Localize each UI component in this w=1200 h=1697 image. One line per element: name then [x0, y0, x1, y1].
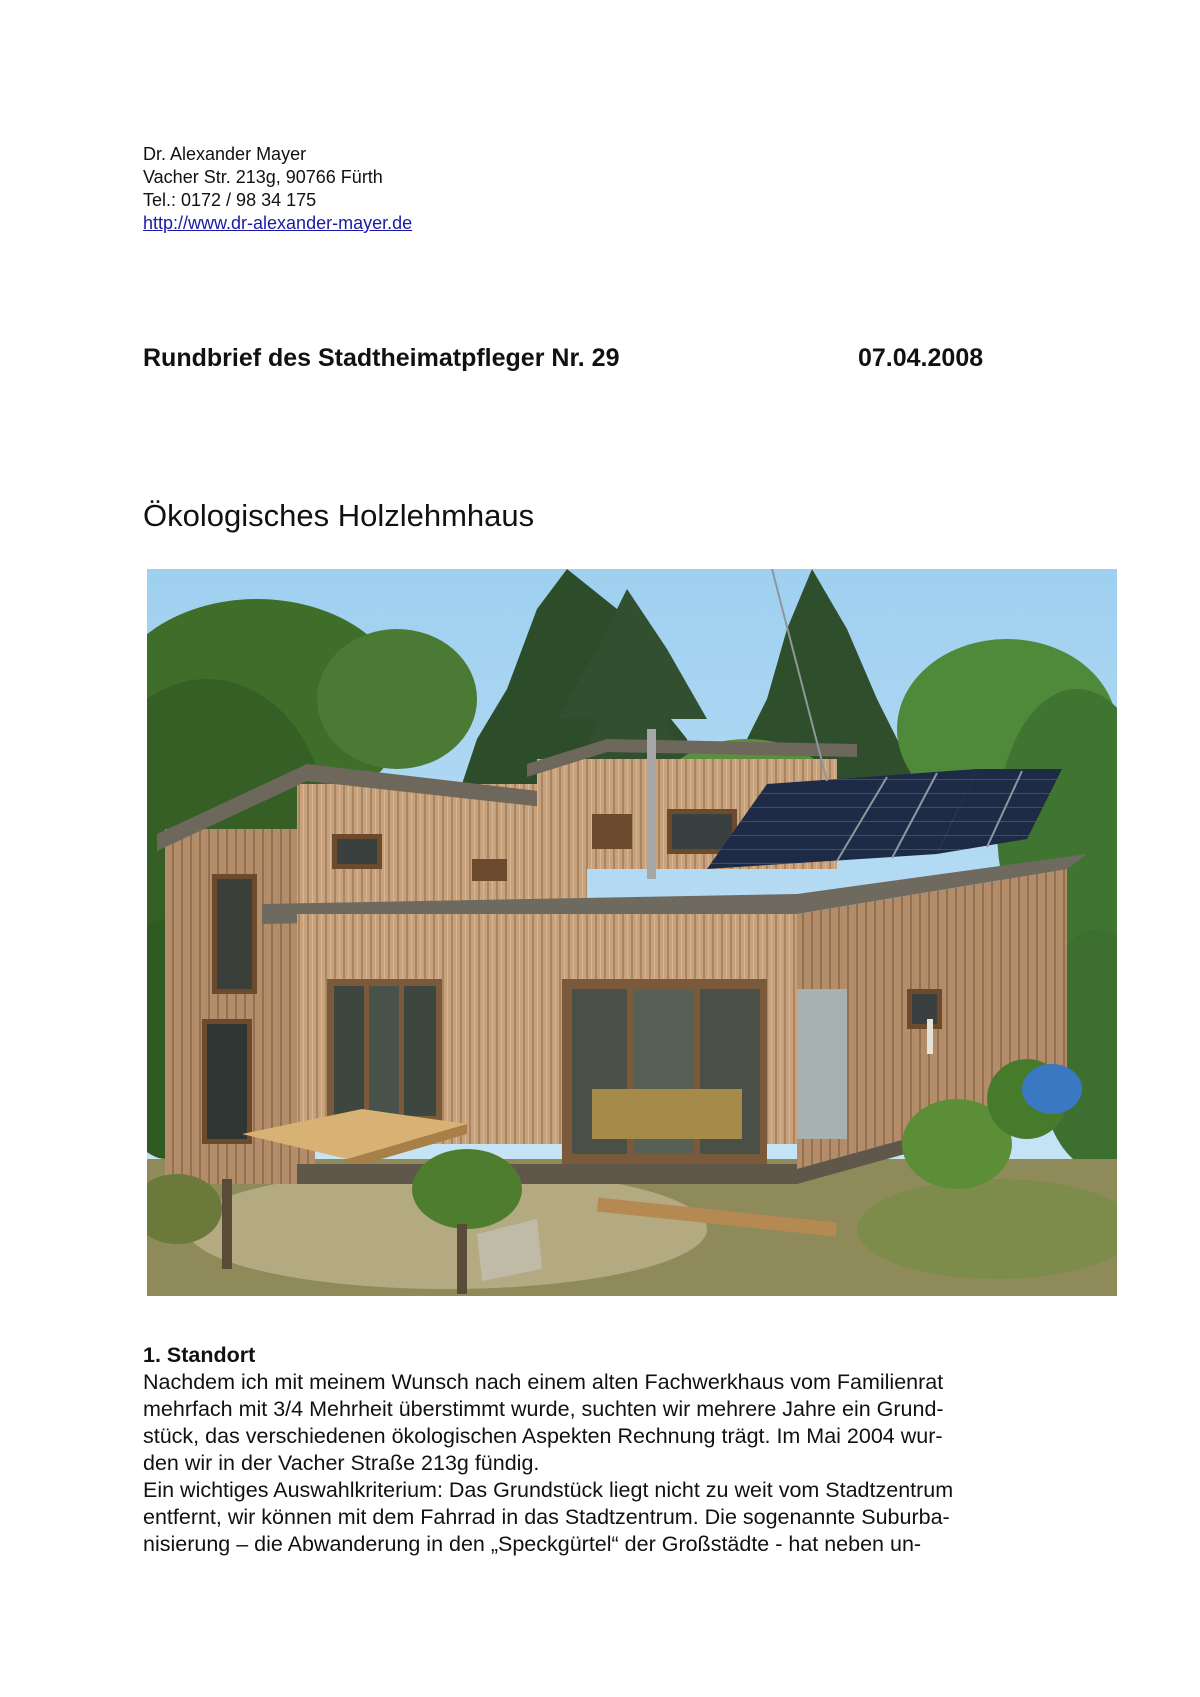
sender-street: Vacher Str. 213g, 90766 Fürth	[143, 167, 383, 187]
paragraph-line: mehrfach mit 3/4 Mehrheit überstimmt wurde, suchten wir mehrere Jahre ein Grund-	[143, 1397, 944, 1421]
paragraph-line: den wir in der Vacher Straße 213g fündig.	[143, 1451, 540, 1475]
paragraph-line: nisierung – die Abwanderung in den „Speckgürtel“ der Großstädte - hat neben un-	[143, 1532, 922, 1556]
newsletter-date: 07.04.2008	[858, 344, 984, 372]
section-paragraph-2	[143, 1477, 1083, 1558]
sender-phone: Tel.: 0172 / 98 34 175	[143, 190, 317, 210]
paragraph-line: entfernt, wir können mit dem Fahrrad in das Stadtzentrum. Die sogenannte Suburba-	[143, 1505, 950, 1529]
sender-address-block	[143, 143, 843, 235]
section-heading: 1. Standort	[143, 1343, 256, 1367]
sender-name: Dr. Alexander Mayer	[143, 144, 307, 164]
section-paragraph-1	[143, 1369, 1083, 1477]
section-standort	[143, 1342, 1083, 1558]
paragraph-line: Nachdem ich mit meinem Wunsch nach einem alten Fachwerkhaus vom Familienrat	[143, 1370, 944, 1394]
paragraph-line: Ein wichtiges Auswahlkriterium: Das Grundstück liegt nicht zu weit vom Stadtzentrum	[143, 1478, 954, 1502]
paragraph-line: stück, das verschiedenen ökologischen Aspekten Rechnung trägt. Im Mai 2004 wur-	[143, 1424, 943, 1448]
document-title: Ökologisches Holzlehmhaus	[143, 498, 535, 533]
newsletter-header	[143, 344, 1003, 376]
house-photo	[147, 569, 1117, 1296]
newsletter-title: Rundbrief des Stadtheimatpfleger Nr. 29	[143, 344, 620, 372]
sender-website-link[interactable]: http://www.dr-alexander-mayer.de	[143, 213, 413, 233]
